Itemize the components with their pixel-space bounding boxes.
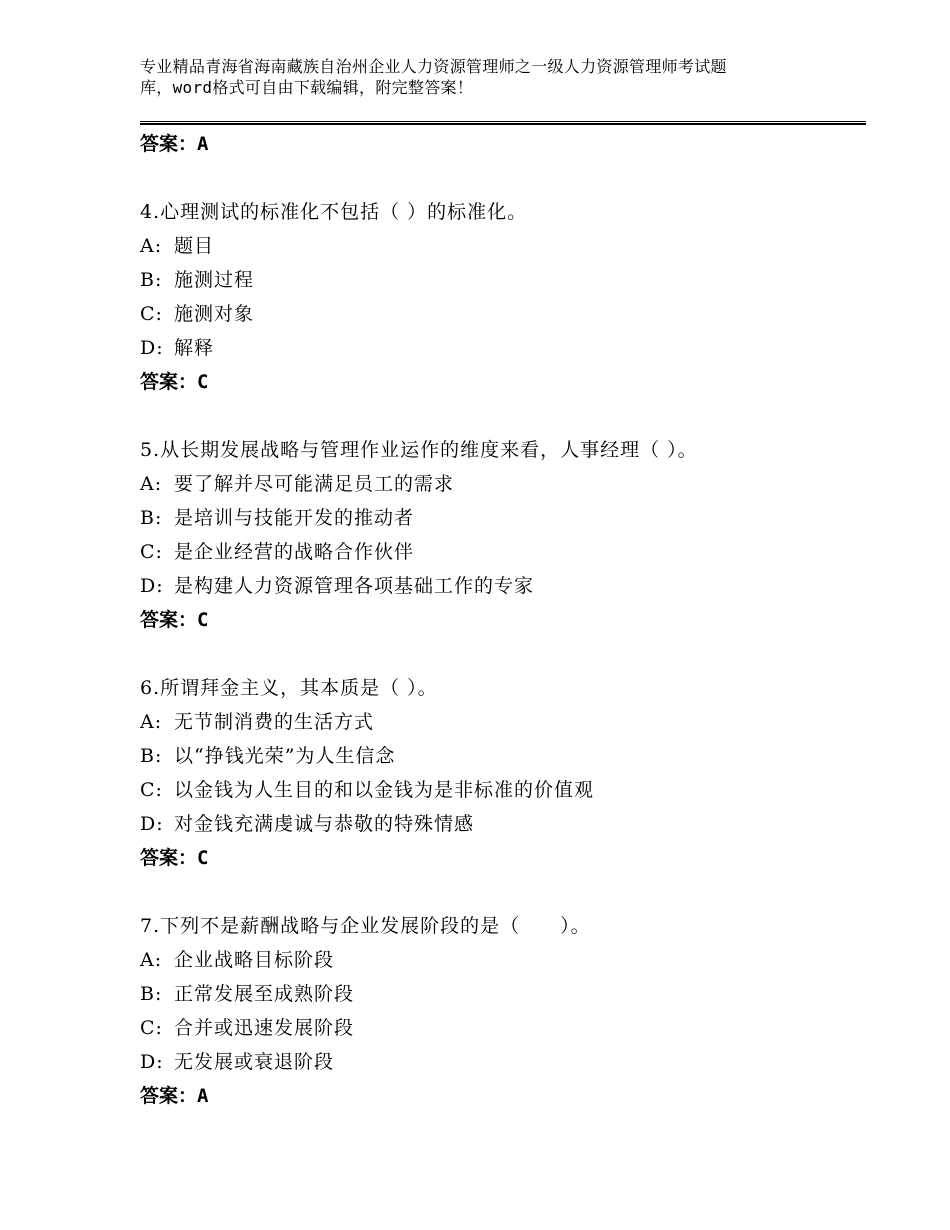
option-c [140,297,860,331]
header-divider [140,121,866,125]
option-text: 是企业经营的战略合作伙伴 [174,541,415,563]
option-b [140,263,860,297]
option-key: B: [140,269,163,291]
option-a [140,705,860,739]
option-text: 是培训与技能开发的推动者 [174,507,415,529]
question-4 [140,195,860,399]
option-b [140,977,860,1011]
option-c [140,535,860,569]
option-d [140,569,860,603]
option-d [140,807,860,841]
option-key: A: [140,235,163,257]
answer-line [140,1079,860,1113]
option-d [140,1045,860,1079]
option-text: 企业战略目标阶段 [174,949,335,971]
option-key: D: [140,575,164,597]
answer-label: 答案： [140,1085,198,1107]
question-5 [140,433,860,637]
option-key: C: [140,779,163,801]
answer-value: C [197,847,209,869]
option-text: 要了解并尽可能满足员工的需求 [174,473,455,495]
option-text: 施测过程 [174,269,255,291]
option-text: 对金钱充满虔诚与恭敬的特殊情感 [174,813,475,835]
option-key: A: [140,711,163,733]
answer-line [140,365,860,399]
question-6 [140,671,860,875]
option-c [140,1011,860,1045]
option-text: 正常发展至成熟阶段 [174,983,355,1005]
question-7 [140,909,860,1113]
question-stem: 5.从长期发展战略与管理作业运作的维度来看，人事经理（ ）。 [140,439,698,461]
question-stem: 6.所谓拜金主义，其本质是（ ）。 [140,677,438,699]
option-text: 无发展或衰退阶段 [174,1051,335,1073]
option-d [140,331,860,365]
header-title-line-2: 库，word格式可自由下载编辑，附完整答案！ [140,78,474,97]
answer-label: 答案： [140,609,198,631]
answer-line [140,841,860,875]
option-key: B: [140,745,163,767]
option-a [140,943,860,977]
option-key: A: [140,473,163,495]
answer-value: C [197,609,209,631]
option-a [140,467,860,501]
option-key: D: [140,1051,164,1073]
option-key: D: [140,337,164,359]
header-title-line-1: 专业精品青海省海南藏族自治州企业人力资源管理师之一级人力资源管理师考试题 [140,57,727,76]
document-body [140,127,860,1113]
option-text: 无节制消费的生活方式 [174,711,375,733]
option-key: C: [140,1017,163,1039]
answer-label: 答案： [140,371,198,393]
option-b [140,501,860,535]
option-text: 以“挣钱光荣”为人生信念 [174,745,396,767]
document-header [140,56,840,98]
answer-label: 答案： [140,847,198,869]
answer-value: C [197,371,209,393]
answer-line [140,603,860,637]
option-key: A: [140,949,163,971]
option-b [140,739,860,773]
question-stem: 7.下列不是薪酬战略与企业发展阶段的是（ ）。 [140,915,591,937]
option-text: 施测对象 [174,303,255,325]
answer-value: A [197,1085,209,1107]
option-text: 以金钱为人生目的和以金钱为是非标准的价值观 [174,779,595,801]
option-text: 合并或迅速发展阶段 [174,1017,355,1039]
option-text: 解释 [174,337,215,359]
answer-label: 答案： [140,133,198,155]
option-c [140,773,860,807]
option-key: D: [140,813,164,835]
answer-value: A [197,133,209,155]
answer-line-q3 [140,127,860,161]
option-a [140,229,860,263]
option-text: 题目 [174,235,215,257]
option-text: 是构建人力资源管理各项基础工作的专家 [174,575,535,597]
option-key: B: [140,983,163,1005]
option-key: C: [140,303,163,325]
option-key: C: [140,541,163,563]
option-key: B: [140,507,163,529]
question-stem: 4.心理测试的标准化不包括（ ）的标准化。 [140,201,528,223]
